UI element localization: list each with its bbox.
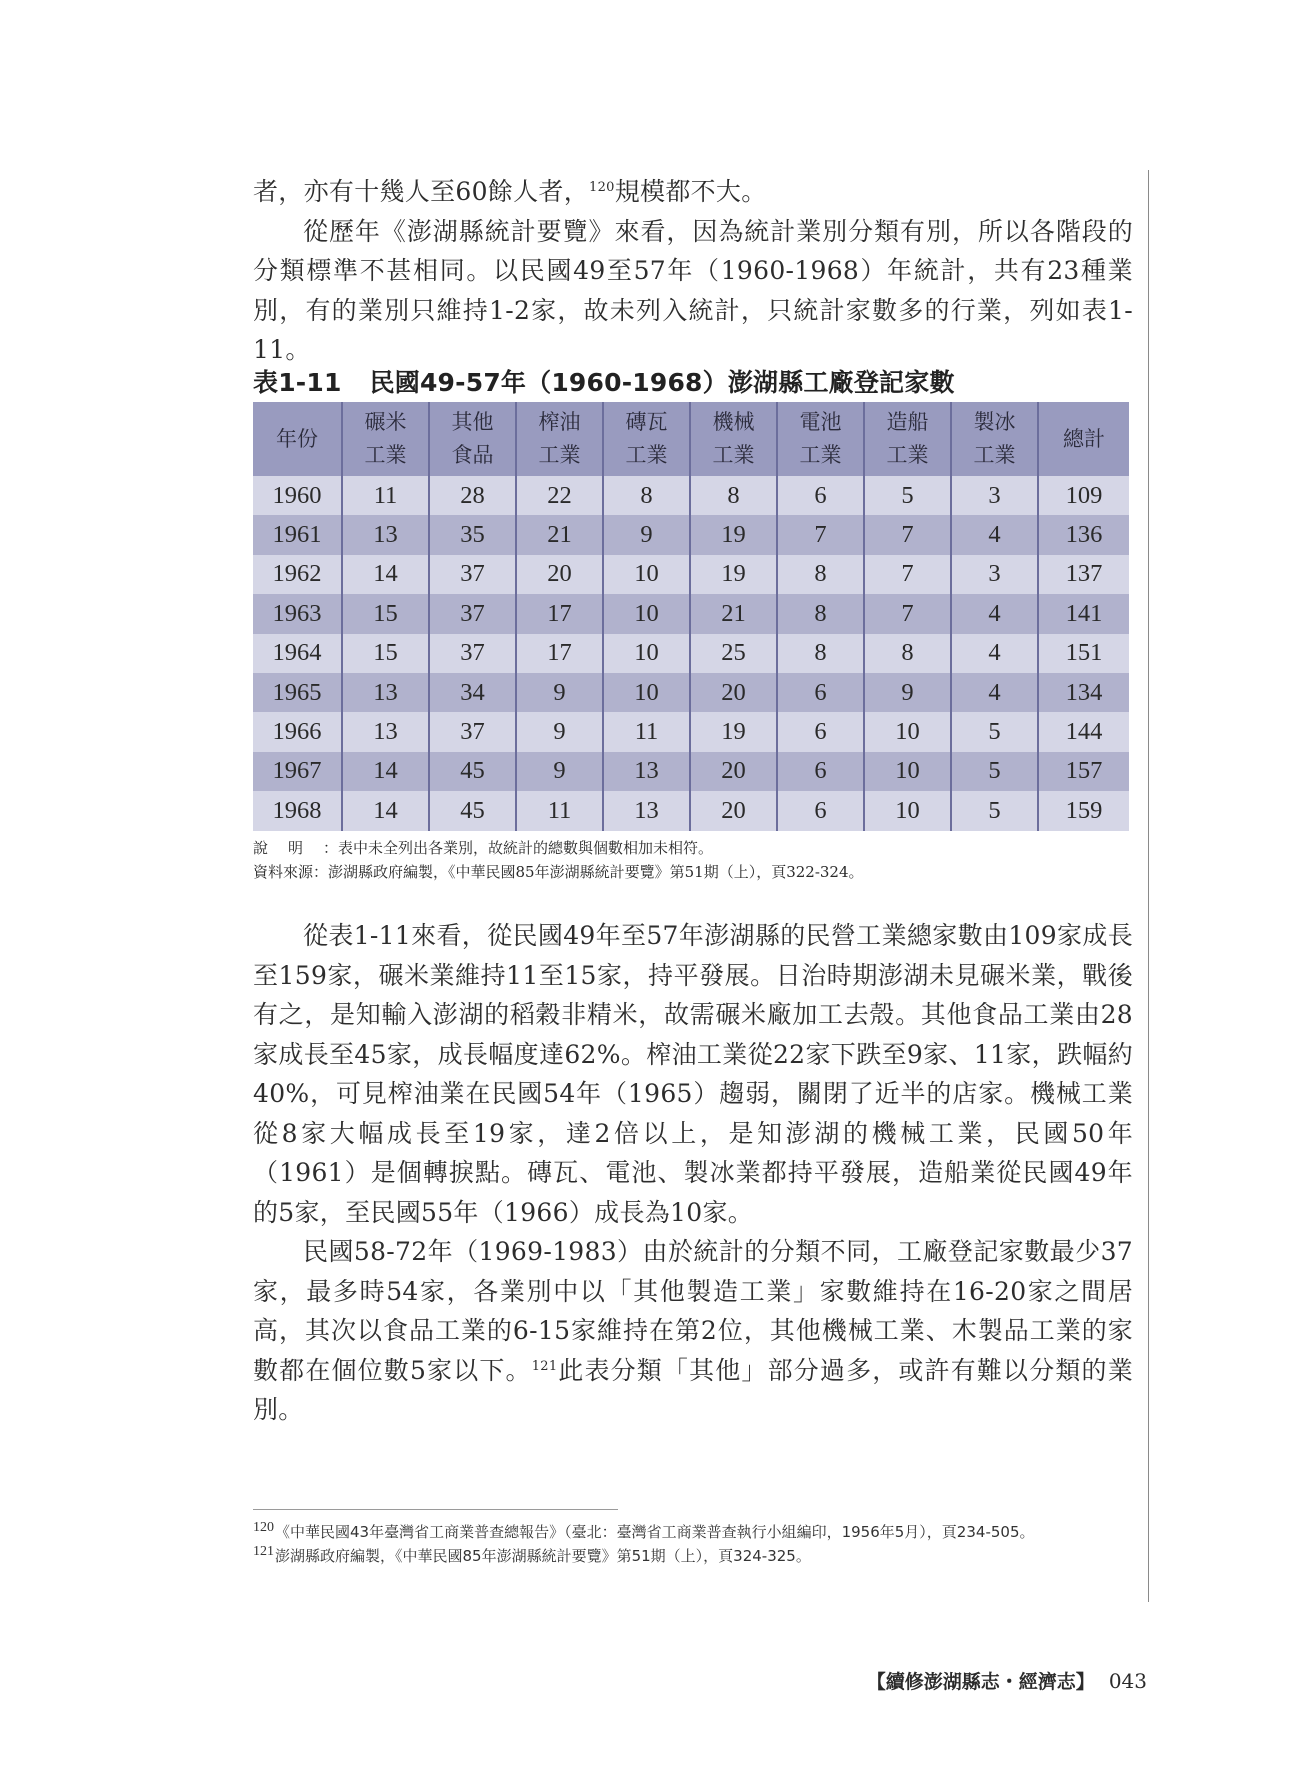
column-header-line: 工業 — [364, 443, 407, 467]
column-header-line: 碾米 — [364, 410, 407, 434]
count-cell: 8 — [777, 594, 864, 633]
count-cell: 5 — [864, 476, 951, 515]
table-body — [253, 476, 1129, 831]
table-row — [253, 634, 1129, 673]
total-cell: 141 — [1038, 594, 1129, 633]
total-cell: 151 — [1038, 634, 1129, 673]
count-cell: 10 — [603, 594, 690, 633]
total-cell: 134 — [1038, 673, 1129, 712]
table-number: 表1-11 — [253, 368, 342, 397]
count-cell: 10 — [864, 791, 951, 830]
count-cell: 19 — [690, 555, 777, 594]
count-cell: 37 — [429, 594, 516, 633]
footnote — [253, 1520, 1133, 1544]
count-cell: 45 — [429, 752, 516, 791]
note-label: 說明 — [253, 839, 324, 857]
running-footer — [867, 1667, 1147, 1694]
count-cell: 20 — [690, 791, 777, 830]
count-cell: 6 — [777, 752, 864, 791]
count-cell: 14 — [342, 752, 429, 791]
page-number: 043 — [1108, 1669, 1147, 1693]
table-note — [253, 836, 1133, 860]
count-cell: 45 — [429, 791, 516, 830]
count-cell: 22 — [516, 476, 603, 515]
count-cell: 17 — [516, 594, 603, 633]
count-cell: 20 — [690, 752, 777, 791]
year-cell: 1962 — [253, 555, 342, 594]
count-cell: 9 — [516, 752, 603, 791]
year-cell: 1966 — [253, 712, 342, 751]
paragraph-text: 民國58-72年（1969-1983）由於統計的分類不同，工廠登記家數最少37家，最多時54家，各業別中以「其他製造工業」家數維持在16-20家之間居高，其次以食品工業的6-15家維持在第2位，其他機械工業、木製品工業的家數都在個位數5家以下。 — [253, 1237, 1133, 1385]
column-header-line: 造船 — [886, 410, 929, 434]
count-cell: 5 — [951, 712, 1038, 751]
footnote-ref[interactable]: 121 — [531, 1358, 558, 1374]
paragraph-text: 此表分類「其他」部分過多，或許有難以分類的業別。 — [253, 1355, 1133, 1424]
count-cell: 3 — [951, 555, 1038, 594]
count-cell: 11 — [603, 712, 690, 751]
column-header — [342, 402, 429, 476]
count-cell: 13 — [603, 791, 690, 830]
column-header-line: 總計 — [1063, 426, 1105, 451]
count-cell: 4 — [951, 515, 1038, 554]
year-cell: 1961 — [253, 515, 342, 554]
count-cell: 11 — [516, 791, 603, 830]
column-header — [1038, 402, 1129, 476]
count-cell: 20 — [690, 673, 777, 712]
table-header-row — [253, 402, 1129, 476]
footnote-number: 121 — [253, 1544, 274, 1559]
body-text-top — [253, 172, 1133, 370]
year-cell: 1963 — [253, 594, 342, 633]
year-cell: 1968 — [253, 791, 342, 830]
column-header — [429, 402, 516, 476]
count-cell: 21 — [516, 515, 603, 554]
total-cell: 159 — [1038, 791, 1129, 830]
source-text: ：澎湖縣政府編製，《中華民國85年澎湖縣統計要覽》第51期（上），頁322-324。 — [313, 863, 864, 881]
body-text-bottom — [253, 916, 1133, 1430]
count-cell: 14 — [342, 555, 429, 594]
count-cell: 10 — [603, 555, 690, 594]
total-cell: 136 — [1038, 515, 1129, 554]
table-caption — [253, 363, 955, 399]
paragraph-text: 從表1-11來看，從民國49年至57年澎湖縣的民營工業總家數由109家成長至159家，碾米業維持11至15家，持平發展。日治時期澎湖未見碾米業，戰後有之，是知輸入澎湖的稻穀非精米，故需碾米廠加工去殼。其他食品工業由28家成長至45家，成長幅度達62%。榨油工業從22家下跌至9家、11家，跌幅約40%，可見榨油業在民國54年（1965）趨弱，關閉了近半的店家。機械工業從8家大幅成長至19家，達2倍以上，是知澎湖的機械工業，民國50年（1961）是個轉捩點。磚瓦、電池、製冰業都持平發展，造船業從民國49年的5家，至民國55年（1966）成長為10家。 — [253, 921, 1133, 1227]
paragraph — [253, 212, 1133, 370]
count-cell: 8 — [690, 476, 777, 515]
total-cell: 109 — [1038, 476, 1129, 515]
count-cell: 3 — [951, 476, 1038, 515]
table-row — [253, 594, 1129, 633]
column-header-line: 磚瓦 — [625, 410, 668, 434]
note-text: ：表中未全列出各業別，故統計的總數與個數相加未相符。 — [323, 839, 714, 857]
count-cell: 7 — [864, 555, 951, 594]
column-header-line: 工業 — [886, 443, 929, 467]
count-cell: 37 — [429, 712, 516, 751]
column-header-line: 工業 — [973, 443, 1016, 467]
count-cell: 13 — [342, 673, 429, 712]
count-cell: 21 — [690, 594, 777, 633]
column-header — [777, 402, 864, 476]
count-cell: 25 — [690, 634, 777, 673]
count-cell: 15 — [342, 634, 429, 673]
count-cell: 10 — [603, 673, 690, 712]
count-cell: 6 — [777, 476, 864, 515]
count-cell: 8 — [777, 634, 864, 673]
column-header-line: 年份 — [276, 426, 318, 451]
book-title: 【續修澎湖縣志・經濟志】 — [866, 1671, 1095, 1693]
column-header-line: 電池 — [799, 410, 842, 434]
footnote-ref[interactable]: 120 — [589, 180, 615, 195]
count-cell: 9 — [516, 712, 603, 751]
count-cell: 37 — [429, 634, 516, 673]
paragraph-text: 者，亦有十幾人至60餘人者， — [253, 177, 590, 206]
count-cell: 10 — [864, 752, 951, 791]
count-cell: 35 — [429, 515, 516, 554]
count-cell: 5 — [951, 791, 1038, 830]
column-header-line: 機械 — [712, 410, 755, 434]
column-header — [864, 402, 951, 476]
footnote-divider — [253, 1509, 618, 1510]
count-cell: 9 — [864, 673, 951, 712]
column-header-line: 工業 — [799, 443, 842, 467]
column-header-line: 工業 — [712, 443, 755, 467]
year-cell: 1960 — [253, 476, 342, 515]
count-cell: 11 — [342, 476, 429, 515]
count-cell: 37 — [429, 555, 516, 594]
count-cell: 5 — [951, 752, 1038, 791]
table-row — [253, 555, 1129, 594]
year-cell: 1965 — [253, 673, 342, 712]
footnote-text: 《中華民國43年臺灣省工商業普查總報告》（臺北：臺灣省工商業普查執行小組編印，1956年5月），頁234-505。 — [275, 1523, 1035, 1541]
count-cell: 7 — [864, 594, 951, 633]
source-label: 資料來源 — [253, 863, 314, 881]
paragraph-text: 從歷年《澎湖縣統計要覽》來看，因為統計業別分類有別，所以各階段的分類標準不甚相同。以民國49至57年（1960-1968）年統計，共有23種業別，有的業別只維持1-2家，故未列入統計，只統計家數多的行業，列如表1-11。 — [253, 216, 1133, 364]
footnote-text: 澎湖縣政府編製，《中華民國85年澎湖縣統計要覽》第51期（上），頁324-325。 — [275, 1547, 811, 1565]
footnote-number: 120 — [253, 1520, 274, 1535]
column-header — [253, 402, 342, 476]
count-cell: 6 — [777, 712, 864, 751]
count-cell: 10 — [603, 634, 690, 673]
column-header-line: 其他 — [451, 410, 494, 434]
table-source — [253, 860, 1133, 884]
count-cell: 19 — [690, 515, 777, 554]
column-header-line: 製冰 — [973, 410, 1016, 434]
count-cell: 34 — [429, 673, 516, 712]
column-header — [516, 402, 603, 476]
column-header-line: 工業 — [538, 443, 581, 467]
table-notes — [253, 836, 1133, 884]
table-row — [253, 673, 1129, 712]
year-cell: 1967 — [253, 752, 342, 791]
count-cell: 15 — [342, 594, 429, 633]
column-header-line: 榨油 — [538, 410, 581, 434]
count-cell: 9 — [603, 515, 690, 554]
paragraph — [253, 916, 1133, 1232]
count-cell: 7 — [864, 515, 951, 554]
count-cell: 6 — [777, 791, 864, 830]
count-cell: 14 — [342, 791, 429, 830]
table-row — [253, 791, 1129, 830]
table-title: 民國49-57年（1960-1968）澎湖縣工廠登記家數 — [369, 368, 955, 397]
paragraph — [253, 1232, 1133, 1430]
count-cell: 7 — [777, 515, 864, 554]
count-cell: 10 — [864, 712, 951, 751]
count-cell: 17 — [516, 634, 603, 673]
table-row — [253, 476, 1129, 515]
count-cell: 28 — [429, 476, 516, 515]
footnotes — [253, 1520, 1133, 1568]
count-cell: 9 — [516, 673, 603, 712]
count-cell: 20 — [516, 555, 603, 594]
count-cell: 4 — [951, 673, 1038, 712]
table-row — [253, 515, 1129, 554]
column-header — [603, 402, 690, 476]
count-cell: 8 — [864, 634, 951, 673]
count-cell: 13 — [342, 515, 429, 554]
total-cell: 144 — [1038, 712, 1129, 751]
year-cell: 1964 — [253, 634, 342, 673]
paragraph-text: 規模都不大。 — [614, 177, 767, 206]
count-cell: 4 — [951, 634, 1038, 673]
margin-rule — [1148, 170, 1149, 1602]
count-cell: 4 — [951, 594, 1038, 633]
column-header — [690, 402, 777, 476]
table-row — [253, 712, 1129, 751]
count-cell: 13 — [342, 712, 429, 751]
factory-registration-table — [253, 402, 1129, 831]
column-header — [951, 402, 1038, 476]
table-row — [253, 752, 1129, 791]
column-header-line: 工業 — [625, 443, 668, 467]
column-header-line: 食品 — [451, 443, 494, 467]
total-cell: 157 — [1038, 752, 1129, 791]
total-cell: 137 — [1038, 555, 1129, 594]
paragraph — [253, 172, 1133, 212]
count-cell: 13 — [603, 752, 690, 791]
footnote — [253, 1544, 1133, 1568]
count-cell: 19 — [690, 712, 777, 751]
count-cell: 8 — [777, 555, 864, 594]
count-cell: 8 — [603, 476, 690, 515]
count-cell: 6 — [777, 673, 864, 712]
